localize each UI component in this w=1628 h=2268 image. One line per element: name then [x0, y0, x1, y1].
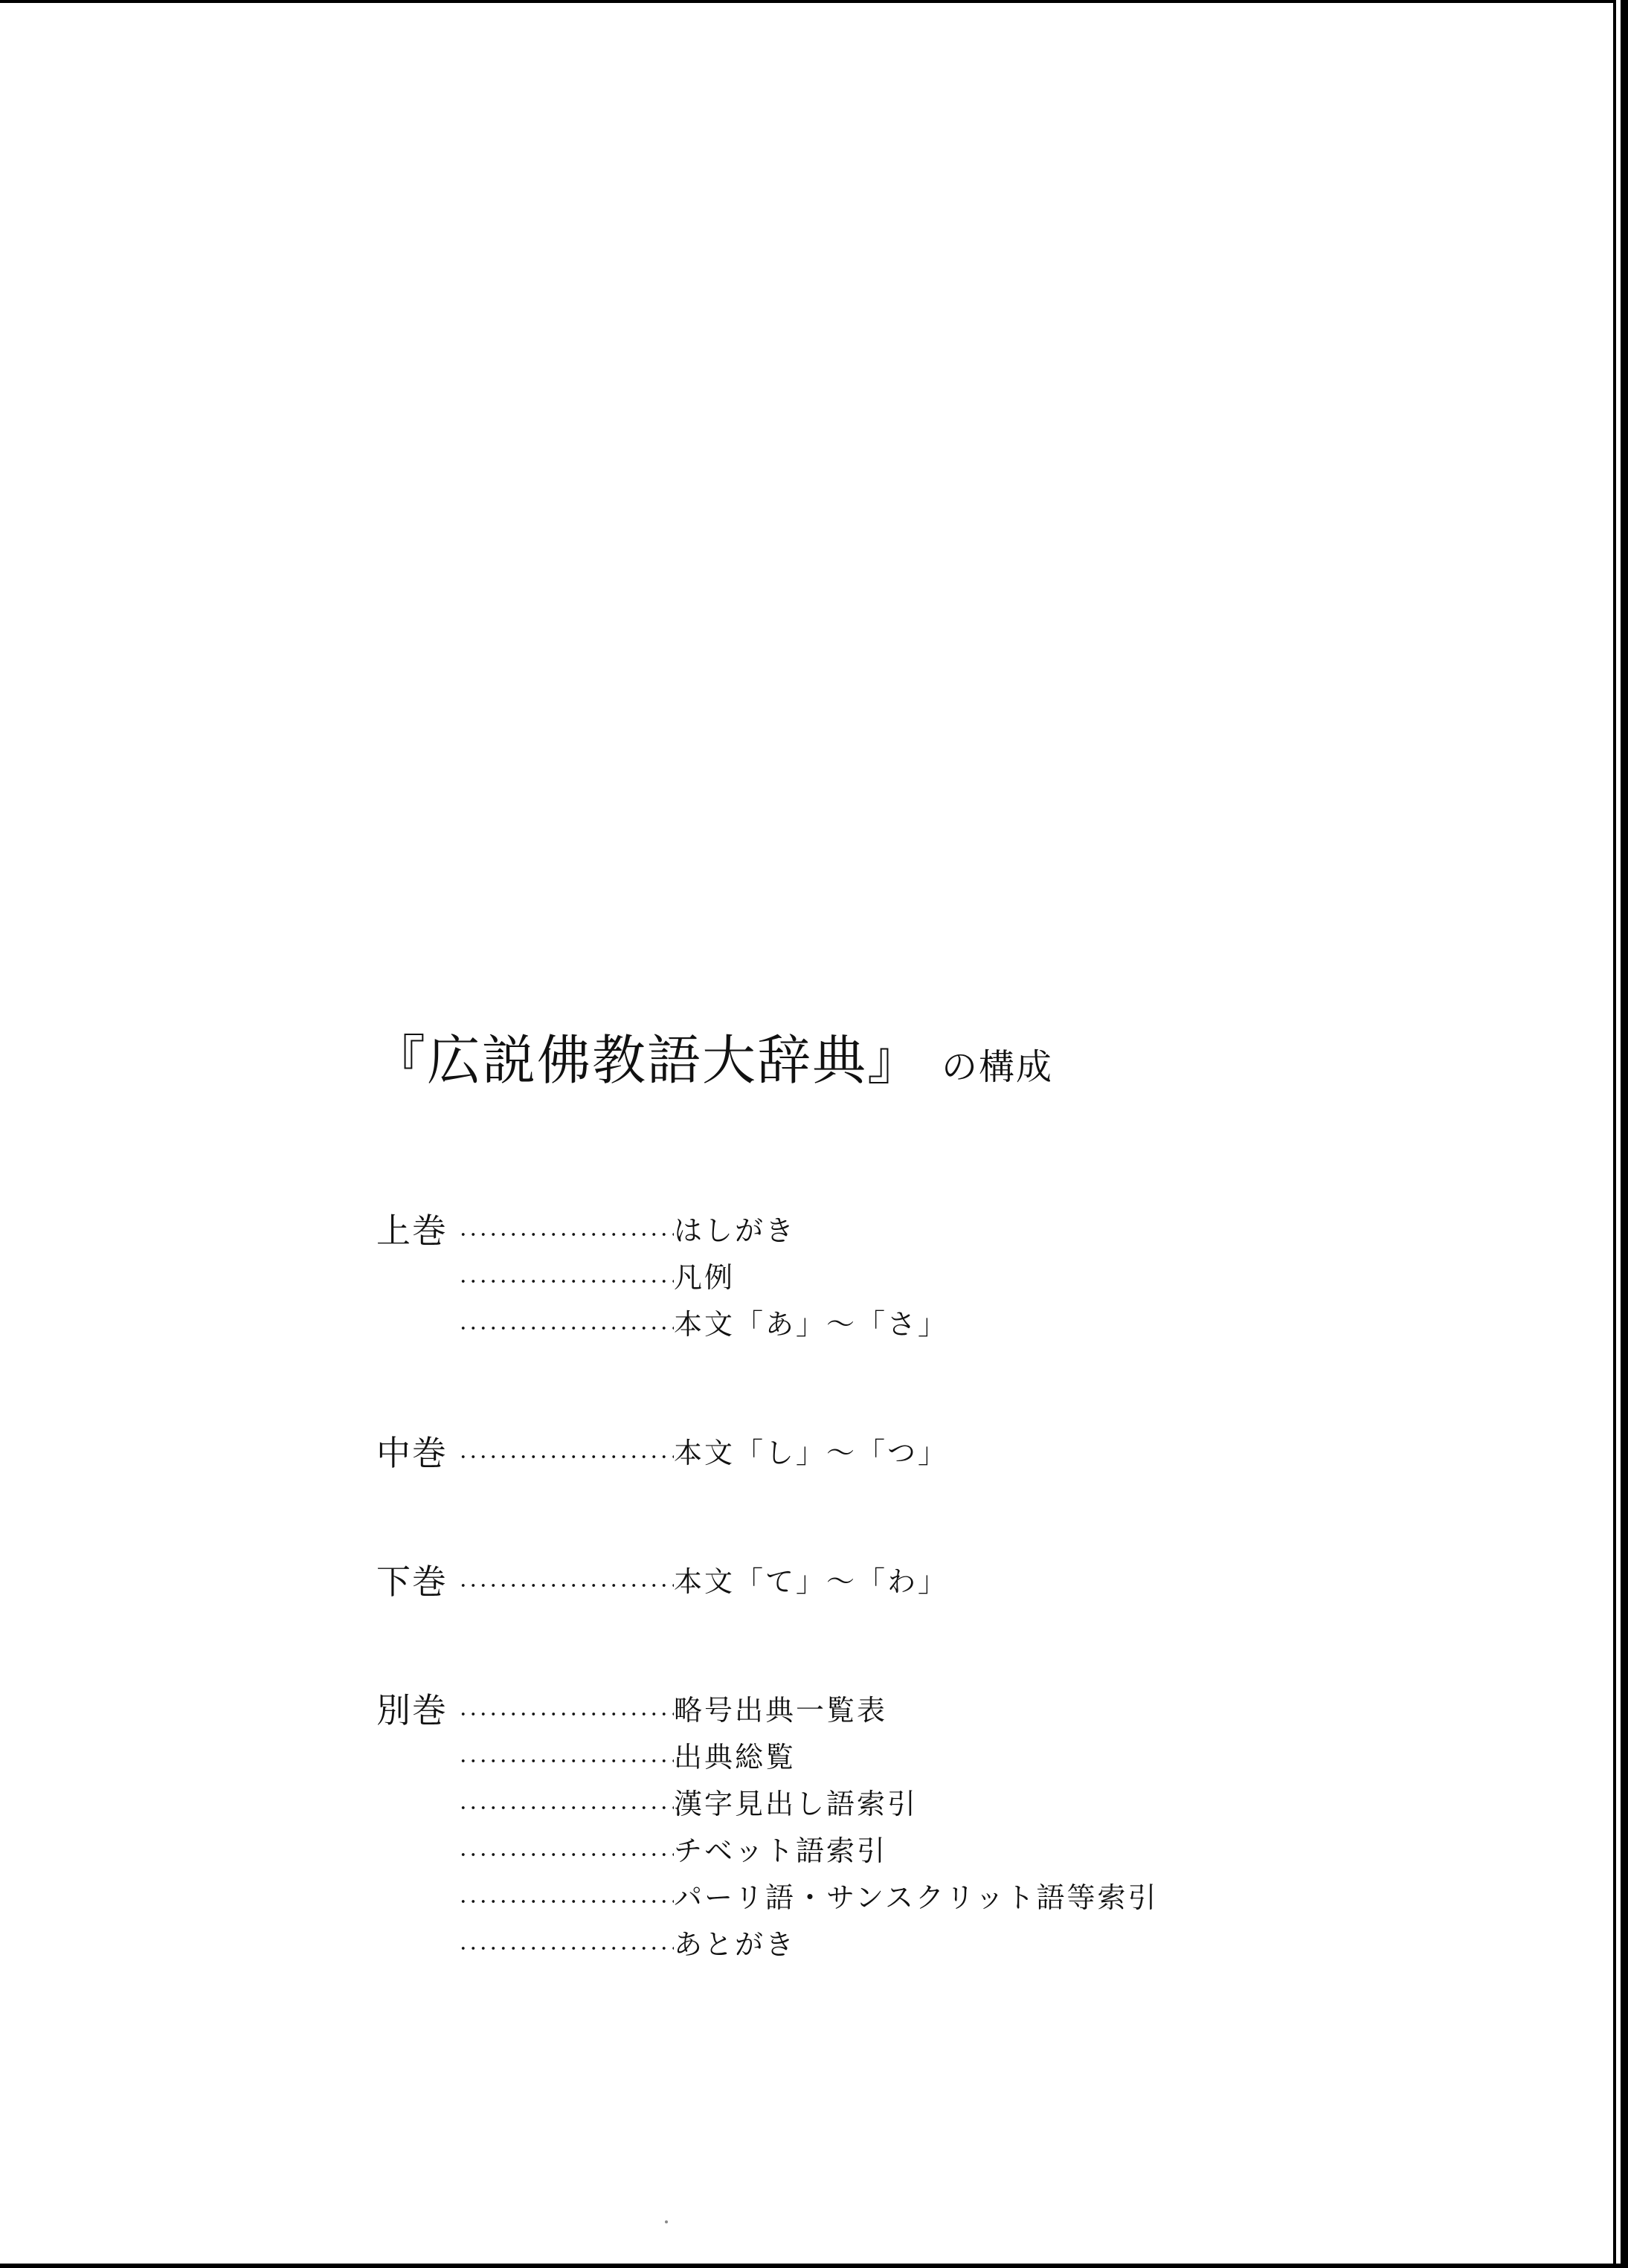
volume-label: 別巻 — [376, 1689, 448, 1730]
toc-row — [376, 1205, 1269, 1251]
volume-label: 下巻 — [376, 1561, 448, 1602]
scan-edge-bottom — [0, 2264, 1628, 2268]
title-sub: の構成 — [942, 1046, 1054, 1088]
toc-row — [376, 1919, 1269, 1965]
dot-leader — [458, 1759, 674, 1763]
volume-lower — [376, 1556, 1269, 1602]
toc-entry: 漢字見出し語索引 — [674, 1788, 918, 1820]
page-title — [372, 1029, 1054, 1092]
dot-leader — [458, 1326, 674, 1330]
volume-supplement — [376, 1684, 1269, 1965]
dot-leader — [458, 1852, 674, 1857]
toc-row — [376, 1251, 1269, 1298]
volume-label: 上巻 — [376, 1210, 448, 1251]
toc-row — [376, 1731, 1269, 1778]
volume-label: 中巻 — [376, 1432, 448, 1473]
toc-entry: 本文「あ」～「さ」 — [674, 1308, 949, 1341]
toc-row — [376, 1427, 1269, 1474]
toc-entry: はしがき — [674, 1214, 797, 1247]
toc-row — [376, 1872, 1269, 1919]
toc-entry: あとがき — [674, 1928, 797, 1961]
scan-edge-right — [1621, 0, 1628, 2268]
table-of-contents — [376, 1205, 1269, 2047]
dot-leader — [458, 1946, 674, 1950]
scan-speck — [665, 2220, 668, 2223]
toc-row — [376, 1825, 1269, 1872]
toc-entry: 本文「し」～「つ」 — [674, 1437, 949, 1469]
toc-row — [376, 1684, 1269, 1731]
toc-entry: 出典総覧 — [674, 1741, 797, 1774]
toc-entry: 略号出典一覧表 — [674, 1694, 888, 1727]
title-main: 『広説佛教語大辞典』 — [372, 1029, 923, 1092]
dot-leader — [458, 1805, 674, 1810]
dot-leader — [458, 1899, 674, 1904]
toc-entry: 凡例 — [674, 1261, 736, 1294]
toc-row — [376, 1556, 1269, 1602]
dot-leader — [458, 1232, 674, 1237]
dot-leader — [458, 1279, 674, 1283]
toc-row — [376, 1298, 1269, 1345]
volume-upper — [376, 1205, 1269, 1345]
toc-entry: パーリ語・サンスクリット語等索引 — [674, 1881, 1159, 1914]
dot-leader — [458, 1454, 674, 1459]
volume-middle — [376, 1427, 1269, 1474]
toc-entry: 本文「て」～「わ」 — [674, 1565, 949, 1598]
dot-leader — [458, 1583, 674, 1588]
toc-row — [376, 1778, 1269, 1825]
dot-leader — [458, 1712, 674, 1716]
toc-entry: チベット語索引 — [674, 1834, 888, 1867]
scan-edge-top — [0, 0, 1628, 3]
